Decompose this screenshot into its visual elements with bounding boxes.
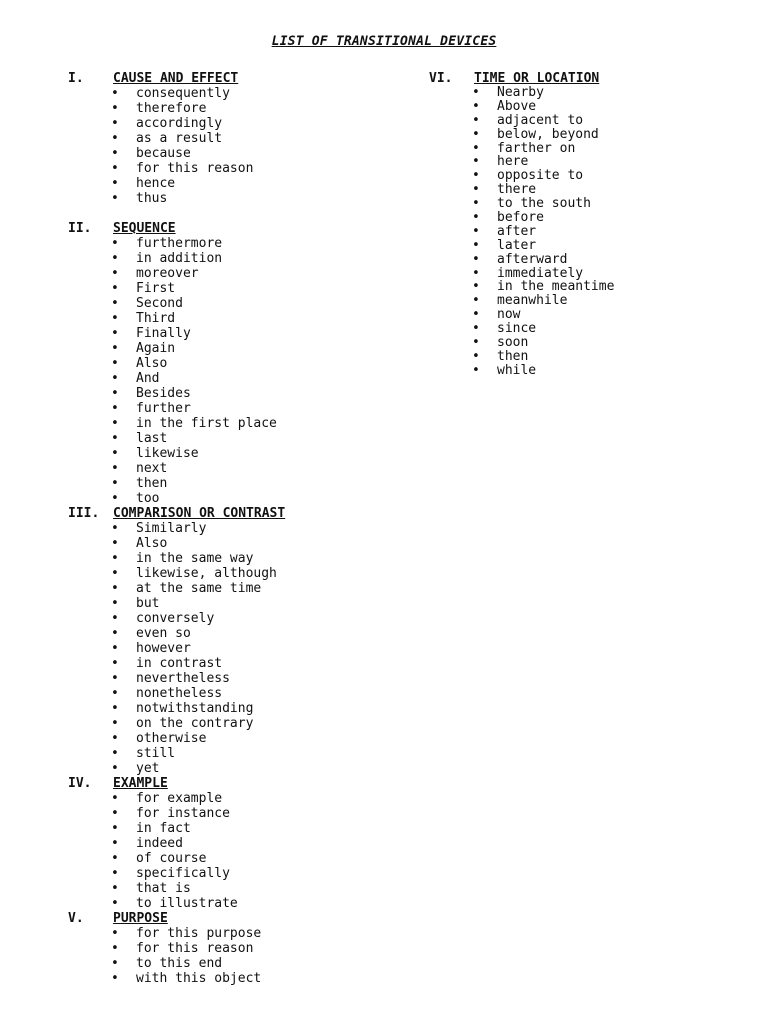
bullet-icon: • (111, 881, 119, 896)
list-item (68, 971, 277, 986)
bullet-icon: • (111, 86, 119, 101)
bullet-icon: • (111, 401, 119, 416)
list-item-text: that is (136, 881, 191, 896)
list-item-text: then (136, 476, 168, 491)
list-item-text: since (497, 321, 537, 337)
bullet-icon: • (111, 326, 119, 341)
list-item-text: in the same way (136, 551, 254, 566)
list-item-text: hence (136, 176, 176, 191)
section-numeral: VI. (429, 71, 453, 86)
list-item (68, 521, 277, 536)
list-item (68, 356, 277, 371)
section-heading: TIME OR LOCATION (474, 71, 600, 86)
list-item (68, 116, 277, 131)
list-item-text: but (136, 596, 160, 611)
list-item-text: moreover (136, 266, 199, 281)
list-item-text: Also (136, 356, 168, 371)
list-item-text: further (136, 401, 191, 416)
list-item (68, 686, 277, 701)
list-item (429, 128, 614, 142)
list-item (429, 308, 614, 322)
list-item-text: thus (136, 191, 168, 206)
bullet-icon: • (111, 296, 119, 311)
bullet-icon: • (111, 131, 119, 146)
bullet-icon: • (111, 836, 119, 851)
bullet-icon: • (472, 321, 480, 337)
bullet-icon: • (111, 146, 119, 161)
bullet-icon: • (472, 196, 480, 212)
list-item-text: indeed (136, 836, 183, 851)
list-item (68, 191, 277, 206)
list-item-text: immediately (497, 265, 584, 281)
bullet-icon: • (111, 791, 119, 806)
list-item-text: on the contrary (136, 716, 254, 731)
list-item (429, 114, 614, 128)
list-item-text: for this purpose (136, 926, 262, 941)
list-item-text: too (136, 491, 160, 506)
item-list (68, 521, 277, 776)
list-item-text: for instance (136, 806, 230, 821)
section-comparison-or-contrast (68, 506, 286, 776)
list-item-text: of course (136, 851, 207, 866)
list-item (429, 197, 614, 211)
bullet-icon: • (111, 641, 119, 656)
list-item-text: furthermore (136, 236, 223, 251)
list-item-text: meanwhile (497, 293, 568, 309)
list-item-text: likewise (136, 446, 199, 461)
list-item (68, 236, 277, 251)
list-item-text: Nearby (497, 85, 544, 100)
list-item (68, 881, 277, 896)
bullet-icon: • (111, 446, 119, 461)
bullet-icon: • (472, 293, 480, 309)
list-item-text: in fact (136, 821, 191, 836)
list-item-text: afterward (497, 251, 568, 267)
list-item (68, 746, 277, 761)
list-item-text: below, beyond (497, 126, 599, 142)
bullet-icon: • (111, 431, 119, 446)
bullet-icon: • (111, 536, 119, 551)
list-item (429, 350, 614, 364)
bullet-icon: • (111, 461, 119, 476)
list-item-text: adjacent to (497, 112, 584, 128)
bullet-icon: • (111, 701, 119, 716)
list-item (68, 296, 277, 311)
list-item (68, 836, 277, 851)
list-item-text: now (497, 307, 521, 323)
bullet-icon: • (472, 182, 480, 198)
bullet-icon: • (111, 371, 119, 386)
section-numeral: II. (68, 221, 92, 236)
list-item-text: therefore (136, 101, 207, 116)
list-item (68, 596, 277, 611)
list-item (68, 161, 277, 176)
bullet-icon: • (111, 101, 119, 116)
list-item (429, 364, 614, 378)
list-item-text: farther on (497, 140, 576, 156)
bullet-icon: • (111, 521, 119, 536)
list-item (68, 701, 277, 716)
list-item (429, 155, 614, 169)
list-item-text: Second (136, 296, 183, 311)
list-item-text: Again (136, 341, 176, 356)
list-item (68, 86, 277, 101)
list-item-text: soon (497, 335, 529, 351)
section-numeral: V. (68, 911, 84, 926)
list-item-text: Besides (136, 386, 191, 401)
list-item-text: specifically (136, 866, 230, 881)
list-item-text: likewise, although (136, 566, 277, 581)
list-item-text: consequently (136, 86, 230, 101)
bullet-icon: • (472, 335, 480, 351)
bullet-icon: • (111, 971, 119, 986)
bullet-icon: • (111, 626, 119, 641)
list-item (68, 941, 277, 956)
list-item (68, 131, 277, 146)
bullet-icon: • (111, 656, 119, 671)
list-item-text: to illustrate (136, 896, 238, 911)
list-item-text: here (497, 154, 529, 170)
list-item (68, 446, 277, 461)
bullet-icon: • (472, 154, 480, 170)
bullet-icon: • (472, 168, 480, 184)
list-item (68, 416, 277, 431)
list-item (68, 896, 277, 911)
bullet-icon: • (111, 266, 119, 281)
list-item (68, 326, 277, 341)
bullet-icon: • (111, 281, 119, 296)
section-heading: PURPOSE (113, 911, 168, 926)
section-numeral: III. (68, 506, 100, 521)
list-item-text: last (136, 431, 168, 446)
section-spacer (68, 206, 277, 221)
list-item (68, 866, 277, 881)
list-item (68, 806, 277, 821)
list-item (68, 461, 277, 476)
section-header (68, 776, 277, 791)
bullet-icon: • (111, 821, 119, 836)
left-column (68, 71, 286, 986)
list-item-text: later (497, 237, 537, 253)
list-item (68, 551, 277, 566)
section-header (68, 506, 286, 521)
item-list (68, 236, 277, 506)
bullet-icon: • (472, 98, 480, 114)
list-item (429, 183, 614, 197)
list-item-text: next (136, 461, 168, 476)
list-item-text: even so (136, 626, 191, 641)
list-item-text: opposite to (497, 168, 584, 184)
section-header (68, 221, 277, 236)
bullet-icon: • (472, 126, 480, 142)
list-item (68, 926, 277, 941)
list-item (429, 294, 614, 308)
item-list (429, 86, 614, 378)
list-item (68, 671, 277, 686)
list-item-text: conversely (136, 611, 215, 626)
list-item (68, 146, 277, 161)
list-item (68, 851, 277, 866)
bullet-icon: • (472, 210, 480, 226)
list-item (429, 100, 614, 114)
list-item (68, 611, 277, 626)
list-item-text: nonetheless (136, 686, 223, 701)
list-item (68, 311, 277, 326)
bullet-icon: • (111, 686, 119, 701)
list-item (68, 581, 277, 596)
list-item (429, 267, 614, 281)
bullet-icon: • (111, 761, 119, 776)
list-item (429, 169, 614, 183)
list-item (68, 956, 277, 971)
list-item-text: And (136, 371, 160, 386)
section-time-or-location (429, 71, 614, 378)
list-item (68, 476, 277, 491)
bullet-icon: • (111, 356, 119, 371)
list-item (68, 341, 277, 356)
list-item-text: then (497, 348, 529, 364)
section-example (68, 776, 277, 911)
list-item-text: while (497, 362, 537, 378)
list-item-text: before (497, 210, 544, 226)
list-item-text: with this object (136, 971, 262, 986)
bullet-icon: • (111, 746, 119, 761)
bullet-icon: • (111, 941, 119, 956)
bullet-icon: • (472, 251, 480, 267)
list-item-text: after (497, 223, 537, 239)
section-purpose (68, 911, 277, 986)
item-list (68, 791, 277, 911)
list-item (429, 253, 614, 267)
list-item-text: in the meantime (497, 279, 615, 295)
section-cause-and-effect (68, 71, 277, 206)
list-item (68, 281, 277, 296)
list-item (68, 251, 277, 266)
list-item (68, 626, 277, 641)
list-item-text: for this reason (136, 941, 254, 956)
list-item-text: First (136, 281, 176, 296)
bullet-icon: • (472, 362, 480, 378)
list-item (68, 761, 277, 776)
bullet-icon: • (111, 851, 119, 866)
bullet-icon: • (111, 551, 119, 566)
list-item (68, 431, 277, 446)
bullet-icon: • (472, 279, 480, 295)
list-item-text: in the first place (136, 416, 277, 431)
list-item-text: Third (136, 311, 176, 326)
list-item-text: to the south (497, 196, 591, 212)
bullet-icon: • (472, 112, 480, 128)
list-item-text: to this end (136, 956, 223, 971)
list-item (68, 536, 277, 551)
bullet-icon: • (111, 341, 119, 356)
section-heading: SEQUENCE (113, 221, 176, 236)
list-item-text: in addition (136, 251, 223, 266)
bullet-icon: • (472, 237, 480, 253)
list-item (429, 142, 614, 156)
list-item-text: as a result (136, 131, 223, 146)
bullet-icon: • (111, 596, 119, 611)
bullet-icon: • (472, 223, 480, 239)
list-item (429, 211, 614, 225)
list-item-text: Finally (136, 326, 191, 341)
list-item (68, 716, 277, 731)
list-item (68, 176, 277, 191)
bullet-icon: • (472, 348, 480, 364)
bullet-icon: • (472, 307, 480, 323)
list-item (68, 386, 277, 401)
bullet-icon: • (111, 311, 119, 326)
bullet-icon: • (111, 671, 119, 686)
section-heading: COMPARISON OR CONTRAST (113, 506, 286, 521)
list-item (429, 86, 614, 100)
section-sequence (68, 221, 277, 506)
list-item (68, 641, 277, 656)
list-item (68, 656, 277, 671)
bullet-icon: • (111, 251, 119, 266)
bullet-icon: • (111, 386, 119, 401)
bullet-icon: • (111, 956, 119, 971)
list-item (429, 239, 614, 253)
bullet-icon: • (111, 896, 119, 911)
list-item-text: at the same time (136, 581, 262, 596)
list-item-text: for example (136, 791, 223, 806)
list-item-text: Above (497, 98, 537, 114)
list-item-text: however (136, 641, 191, 656)
list-item-text: yet (136, 761, 160, 776)
list-item (429, 322, 614, 336)
list-item (68, 491, 277, 506)
bullet-icon: • (111, 806, 119, 821)
bullet-icon: • (111, 926, 119, 941)
section-heading: CAUSE AND EFFECT (113, 71, 239, 86)
section-numeral: IV. (68, 776, 92, 791)
item-list (68, 86, 277, 206)
list-item (68, 566, 277, 581)
bullet-icon: • (111, 161, 119, 176)
bullet-icon: • (111, 731, 119, 746)
list-item (68, 401, 277, 416)
list-item-text: because (136, 146, 191, 161)
list-item (68, 371, 277, 386)
bullet-icon: • (111, 176, 119, 191)
list-item (429, 280, 614, 294)
bullet-icon: • (111, 191, 119, 206)
list-item-text: there (497, 182, 537, 198)
bullet-icon: • (111, 236, 119, 251)
list-item-text: Also (136, 536, 168, 551)
bullet-icon: • (111, 416, 119, 431)
list-item (429, 225, 614, 239)
list-item-text: for this reason (136, 161, 254, 176)
bullet-icon: • (472, 265, 480, 281)
section-numeral: I. (68, 71, 84, 86)
section-heading: EXAMPLE (113, 776, 168, 791)
bullet-icon: • (111, 476, 119, 491)
right-column (429, 71, 614, 378)
bullet-icon: • (111, 611, 119, 626)
bullet-icon: • (111, 116, 119, 131)
list-item (68, 101, 277, 116)
section-header (429, 71, 614, 86)
list-item (68, 821, 277, 836)
document-title: LIST OF TRANSITIONAL DEVICES (271, 34, 497, 49)
bullet-icon: • (111, 491, 119, 506)
bullet-icon: • (472, 140, 480, 156)
item-list (68, 926, 277, 986)
list-item (68, 791, 277, 806)
list-item-text: in contrast (136, 656, 223, 671)
section-header (68, 911, 277, 926)
list-item (429, 336, 614, 350)
section-header (68, 71, 277, 86)
list-item-text: Similarly (136, 521, 207, 536)
list-item (68, 731, 277, 746)
list-item-text: nevertheless (136, 671, 230, 686)
list-item-text: still (136, 746, 176, 761)
bullet-icon: • (111, 716, 119, 731)
bullet-icon: • (111, 566, 119, 581)
list-item-text: otherwise (136, 731, 207, 746)
list-item (68, 266, 277, 281)
bullet-icon: • (111, 581, 119, 596)
list-item-text: notwithstanding (136, 701, 254, 716)
bullet-icon: • (111, 866, 119, 881)
bullet-icon: • (472, 85, 480, 100)
list-item-text: accordingly (136, 116, 223, 131)
